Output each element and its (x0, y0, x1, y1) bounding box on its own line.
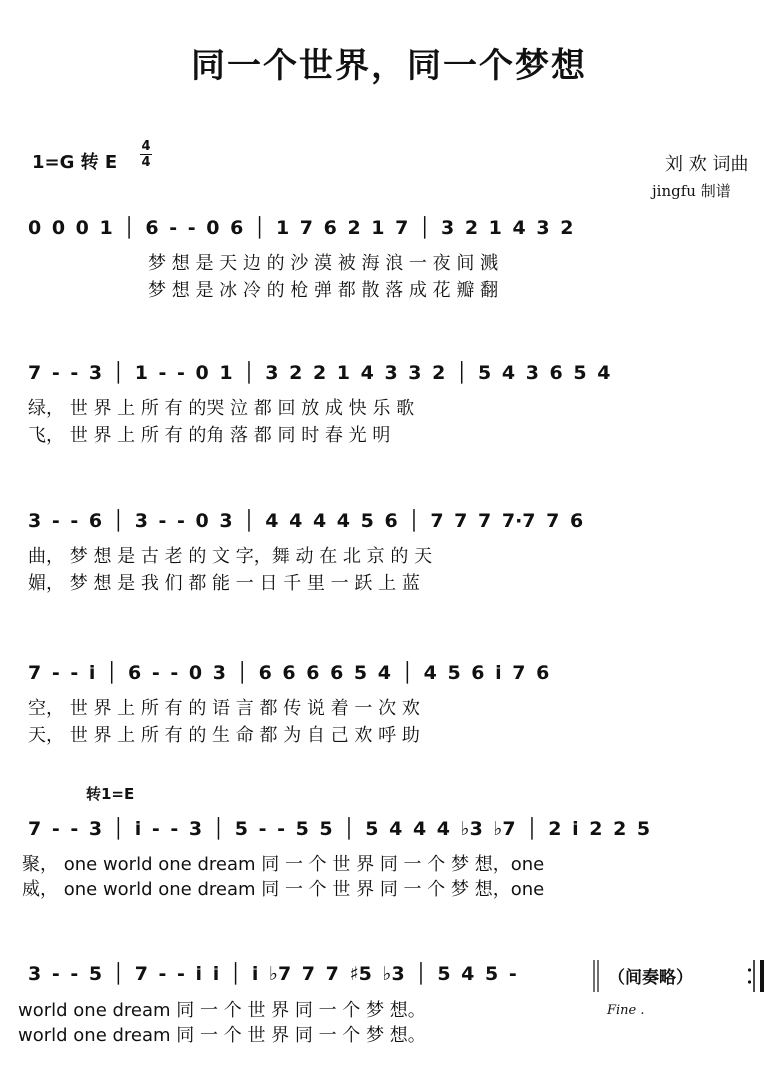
lyrics-line-3-verse-2: 媚， 梦 想 是 我 们 都 能 一 日 千 里 一 跃 上 蓝 (28, 573, 420, 594)
notation-line-4: 7 - - i │ 6 - - 0 3 │ 6 6 6 6 5 4 │ 4 5 6 i 7 6 (28, 662, 550, 684)
lyrics-line-1-verse-2: 梦 想 是 冰 冷 的 枪 弹 都 散 落 成 花 瓣 翻 (148, 280, 499, 301)
notation-line-5: 7 - - 3 │ i - - 3 │ 5 - - 5 5 │ 5 4 4 4 ♭3 ♭7 │ 2 i 2 2 5 (28, 818, 651, 840)
lyrics-line-4-verse-2: 天， 世 界 上 所 有 的 生 命 都 为 自 己 欢 呼 助 (28, 725, 420, 746)
lyrics-line-4-verse-1: 空， 世 界 上 所 有 的 语 言 都 传 说 着 一 次 欢 (28, 698, 420, 719)
final-repeat-barline (748, 958, 770, 994)
time-signature-bottom: 4 (141, 155, 151, 170)
lyrics-line-3-verse-1: 曲， 梦 想 是 古 老 的 文 字，舞 动 在 北 京 的 天 (28, 546, 433, 567)
interlude-note: （间奏略） (608, 968, 693, 988)
modulation-mark: 转1=E (86, 785, 135, 803)
song-title: 同一个世界，同一个梦想 (191, 46, 587, 86)
interlude-barline (592, 958, 602, 994)
lyrics-line-2-verse-1: 绿， 世 界 上 所 有 的哭 泣 都 回 放 成 快 乐 歌 (28, 398, 415, 419)
composer-credit: 刘 欢 词曲 (665, 154, 749, 175)
lyrics-line-6-verse-2: world one dream 同 一 个 世 界 同 一 个 梦 想。 (18, 1025, 426, 1046)
lyrics-line-1-verse-1: 梦 想 是 天 边 的 沙 漠 被 海 浪 一 夜 间 溅 (148, 253, 499, 274)
fine-mark: Fine . (607, 1003, 645, 1018)
lyrics-line-6-verse-1: world one dream 同 一 个 世 界 同 一 个 梦 想。 (18, 1000, 426, 1021)
notation-line-6: 3 - - 5 │ 7 - - i i │ i ♭7 7 7 ♯5 ♭3 │ 5 4 5 - (28, 963, 517, 985)
arranger-credit: jingfu 制谱 (652, 182, 731, 200)
time-signature-top: 4 (141, 139, 151, 154)
lyrics-line-5-verse-1: 聚， one world one dream 同 一 个 世 界 同 一 个 梦 想，one (22, 854, 545, 875)
notation-line-1: 0 0 0 1 │ 6 - - 0 6 │ 1 7 6 2 1 7 │ 3 2 1 4 3 2 (28, 217, 574, 239)
time-signature (140, 140, 152, 169)
lyrics-line-5-verse-2: 威， one world one dream 同 一 个 世 界 同 一 个 梦 想，one (22, 879, 545, 900)
notation-line-3: 3 - - 6 │ 3 - - 0 3 │ 4 4 4 4 5 6 │ 7 7 7 7·7 7 6 (28, 510, 584, 532)
notation-line-2: 7 - - 3 │ 1 - - 0 1 │ 3 2 2 1 4 3 3 2 │ 5 4 3 6 5 4 (28, 362, 611, 384)
lyrics-line-2-verse-2: 飞， 世 界 上 所 有 的角 落 都 同 时 春 光 明 (28, 425, 391, 446)
key-signature: 1=G 转 E (32, 152, 118, 173)
